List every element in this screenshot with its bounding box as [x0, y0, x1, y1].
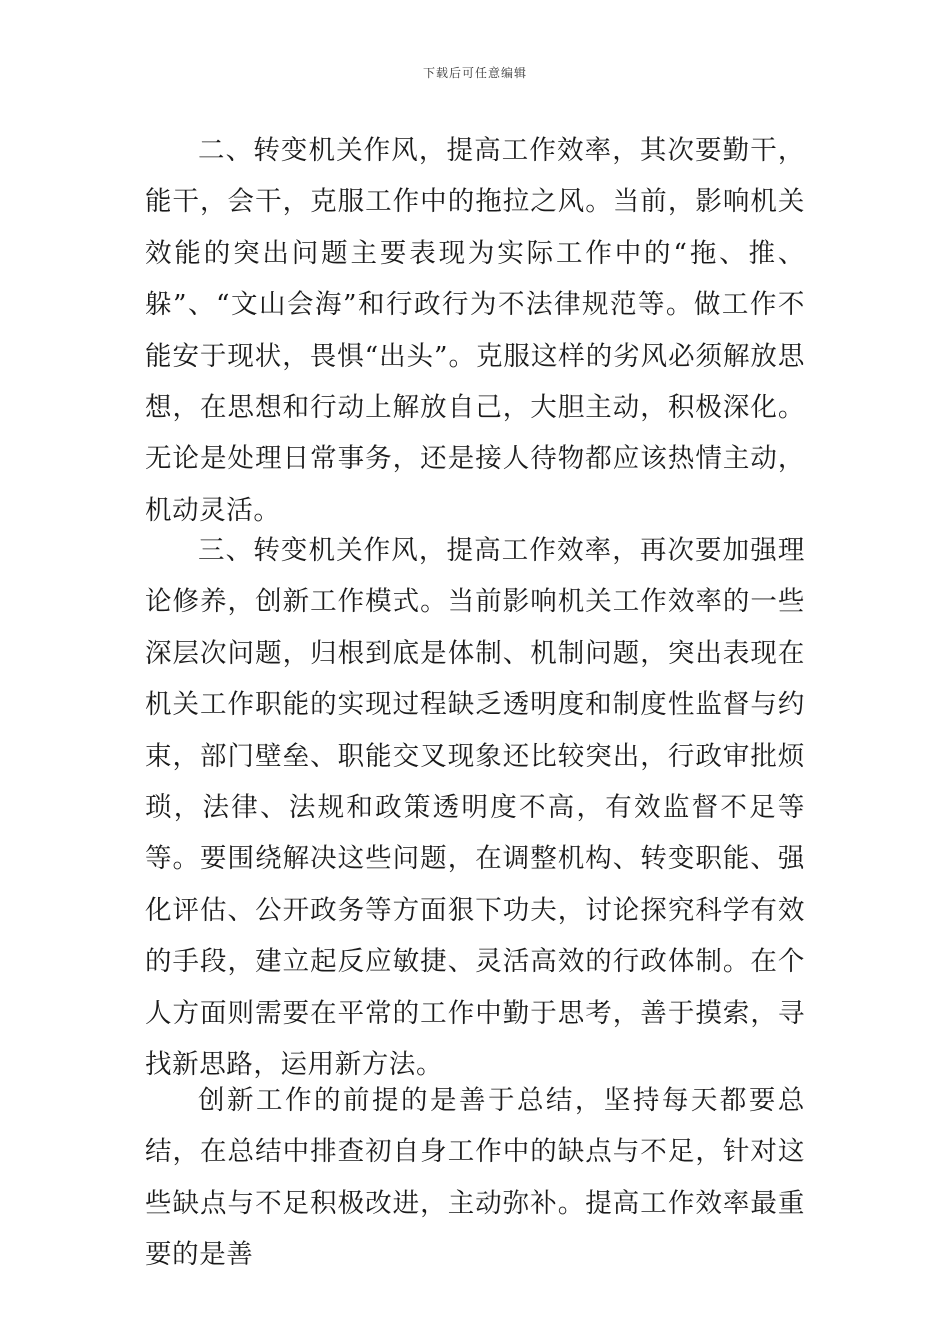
paragraph-text: 创新工作的前提的是善于总结，坚持每天都要总结，在总结中排查初自身工作中的缺点与不足，针对这些缺点与不足积极改进，主动弥补。提高工作效率最重要的是善 [145, 1085, 805, 1271]
paragraph-block-1 [145, 125, 805, 536]
paragraph-block-3 [145, 1075, 805, 1281]
paragraph-block-2 [145, 525, 805, 1090]
page-header-note: 下载后可任意编辑 [422, 66, 527, 80]
paragraph-text: 二、转变机关作风，提高工作效率，其次要勤干，能干，会干，克服工作中的拖拉之风。当前，影响机关效能的突出问题主要表现为实际工作中的“拖、推、躲”、“文山会海”和行政行为不法律规范等。做工作不能安于现状，畏惧“出头”。克服这样的劣风必须解放思想，在思想和行动上解放自己，大胆主动，积极深化。无论是处理日常事务，还是接人待物都应该热情主动，机动灵活。 [145, 135, 805, 526]
paragraph-text: 三、转变机关作风，提高工作效率，再次要加强理论修养，创新工作模式。当前影响机关工作效率的一些深层次问题，归根到底是体制、机制问题，突出表现在机关工作职能的实现过程缺乏透明度和制度性监督与约束，部门壁垒、职能交叉现象还比较突出，行政审批烦琐，法律、法规和政策透明度不高，有效监督不足等等。要围绕解决这些问题，在调整机构、转变职能、强化评估、公开政务等方面狠下功夫，讨论探究科学有效的手段，建立起反应敏捷、灵活高效的行政体制。在个人方面则需要在平常的工作中勤于思考，善于摸索，寻找新思路，运用新方法。 [145, 535, 805, 1081]
